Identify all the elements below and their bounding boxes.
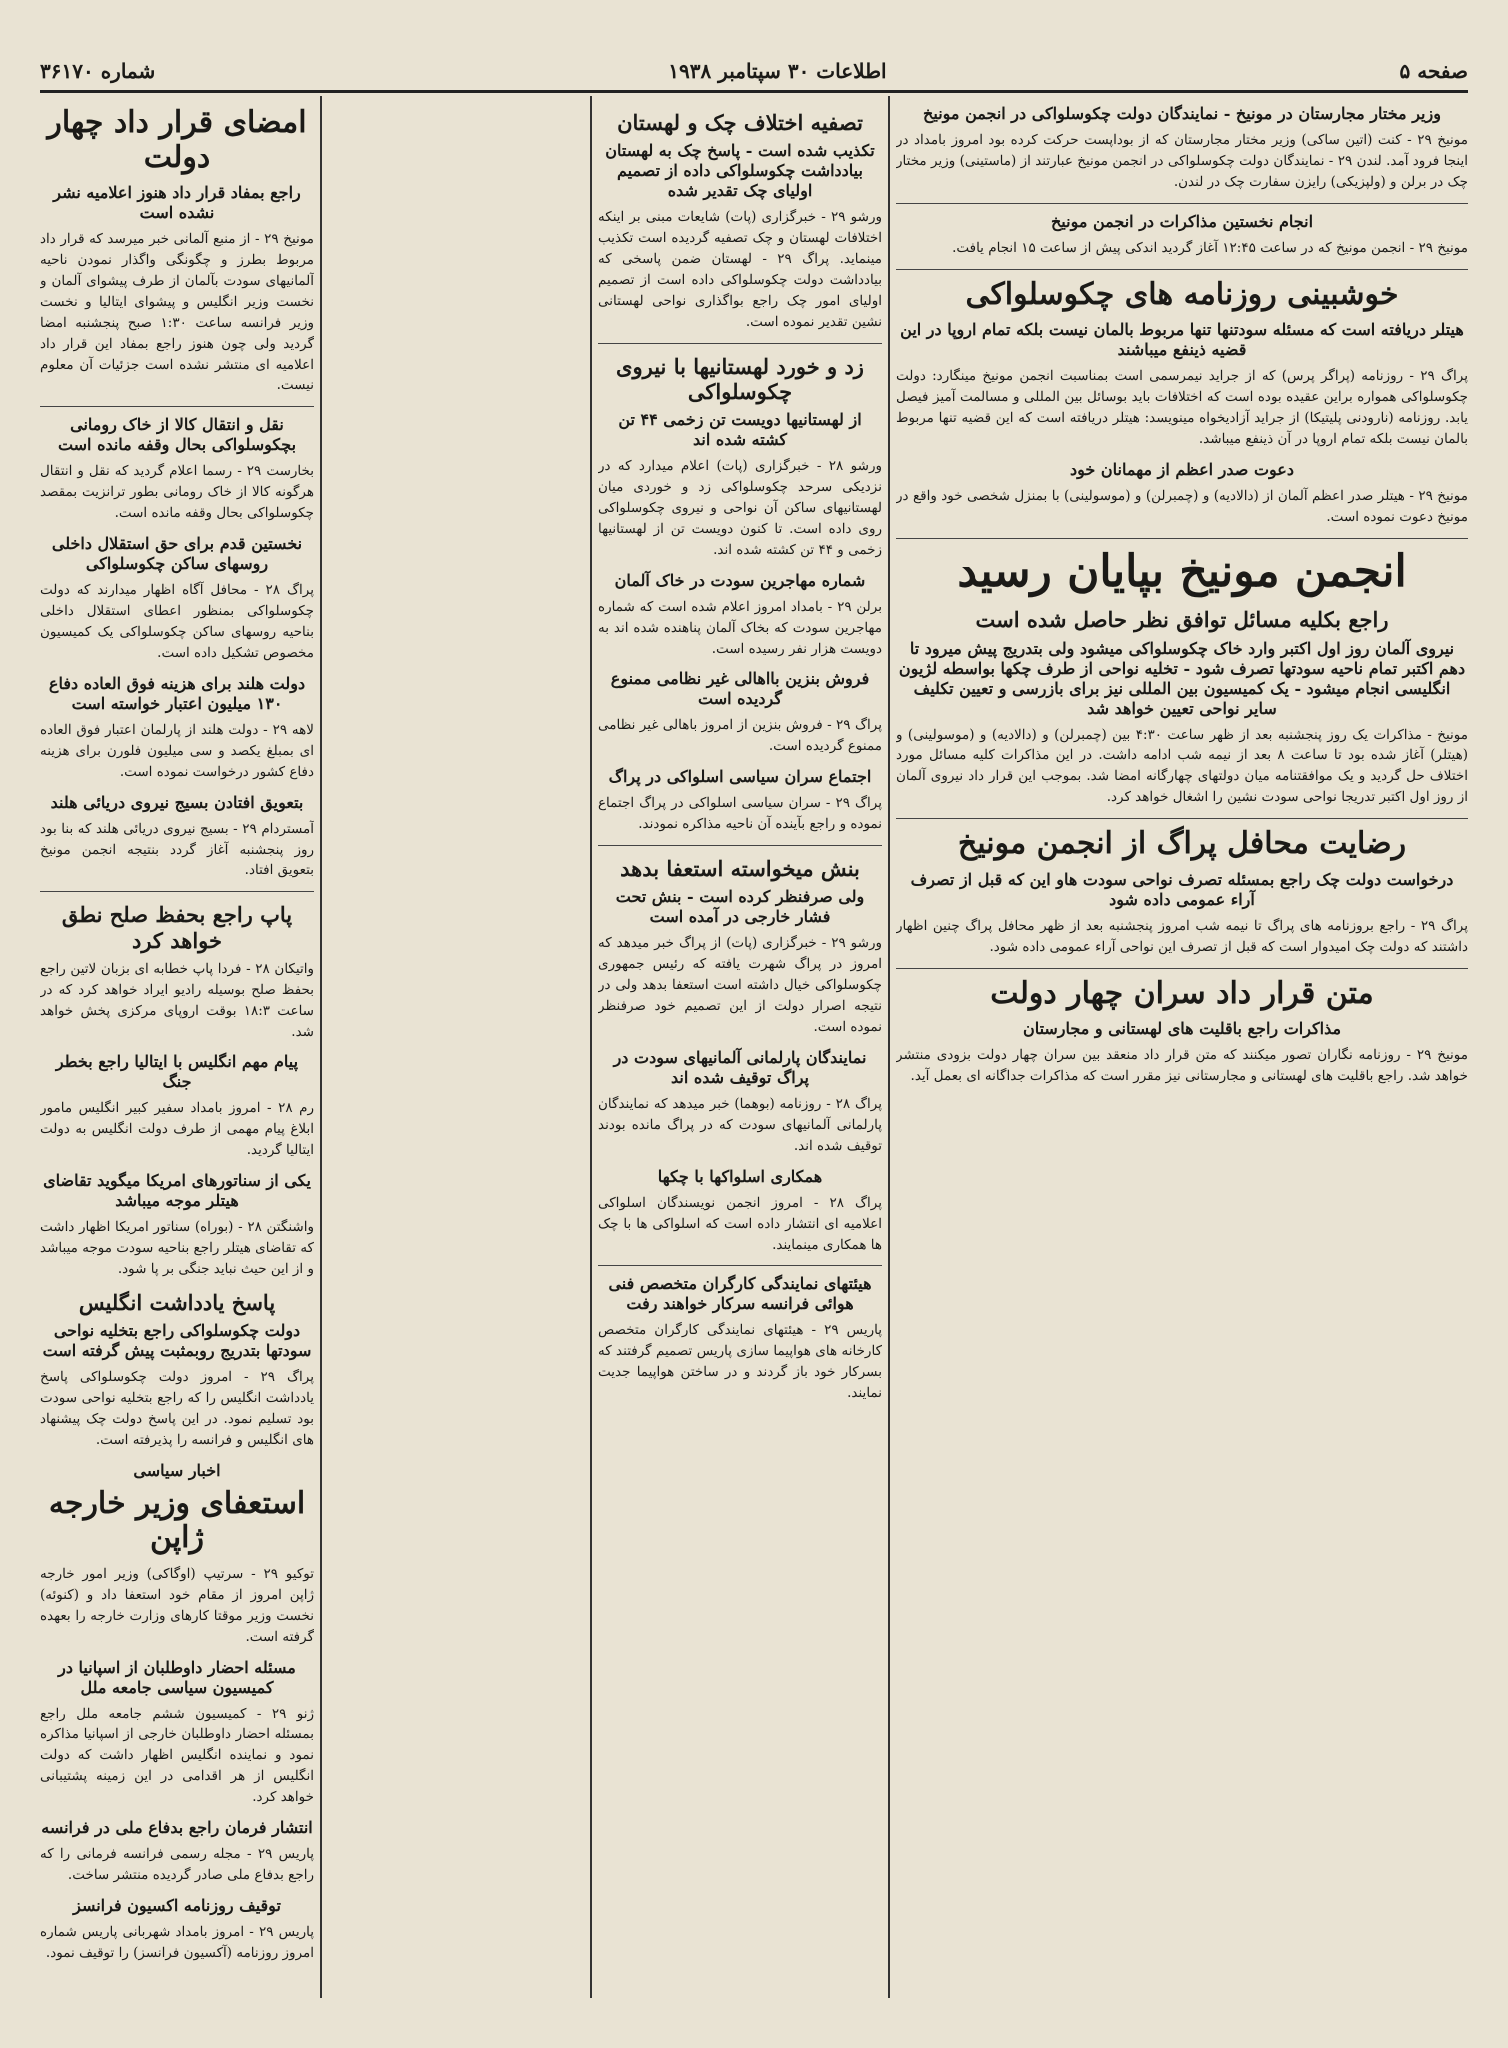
headline: نخستین قدم برای حق استقلال داخلی روسهای ساکن چکوسلواکی xyxy=(51,534,303,574)
article-body: برلن ۲۹ - بامداد امروز اعلام شده است که شماره مهاجرین سودت که بخاک آلمان پناهنده شده اند به دویست هزار نفر رسیده است. xyxy=(598,598,882,657)
headline: هیئتهای نمایندگی کارگران متخصص فنی هوائی فرانسه سرکار خواهند رفت xyxy=(608,1274,872,1314)
headline: رضایت محافل پراگ از انجمن مونیخ xyxy=(957,826,1407,862)
headline: دولت هلند برای هزینه فوق العاده دفاع ۱۳۰ میلیون اعتبار خواسته است xyxy=(48,673,306,713)
article-body: پراگ ۲۹ - امروز دولت چکوسلواکی پاسخ یادداشت انگلیس را که راجع بتخلیه نواحی سودت بود تسلیم نمود. در این پاسخ دولت چک پیشنهاد های انگلیس و فرانسه را پذیرفته است. xyxy=(40,1369,314,1448)
headline: امضای قرار داد چهار دولت xyxy=(47,105,307,175)
subheadline: دولت چکوسلواکی راجع بتخلیه نواحی سودتها بتدریج روبمثبت پیش گرفته است xyxy=(42,1321,312,1361)
article-body: مونیخ ۲۹ - از منبع آلمانی خبر میرسد که قرار داد مربوط بطرز و چگونگی واگذار نمودن ناحیه آلمانیهای سودت بآلمان از طرف پیشوای آلمان و نخست وزیر انگلیس و پیشوای ایتالیا و نخست وزیر فرانسه ساعت ۱:۳۰ صبح پنجشنبه امضا گردید ولی چون هنوز راجع بمفاد این قرار داد اعلامیه ای منتشر نشده است جزئیات آن معلوم نیست. xyxy=(40,231,314,394)
headline: خوشبینی روزنامه های چکوسلواکی xyxy=(965,276,1399,312)
column-right xyxy=(896,100,1468,2000)
article-body: مونیخ ۲۹ - هیتلر صدر اعظم آلمان از (دالادیه) و (چمبرلن) و (موسولینی) با بمنزل شخصی خود واقع در مونیخ دعوت نموده است. xyxy=(896,487,1468,525)
article-body: واتیکان ۲۸ - فردا پاپ خطابه ای بزبان لاتین راجع بحفظ صلح بوسیله رادیو ایراد خواهد کرد که در ساعت ۱۸:۳ بوقت اروپای مرکزی پخش خواهد شد. xyxy=(40,960,314,1040)
article-body: لاهه ۲۹ - دولت هلند از پارلمان اعتبار فوق العاده ای بمبلغ یکصد و سی میلیون فلورن برای هزینه دفاع کشور درخواست نموده است. xyxy=(40,721,314,780)
article-body: مونیخ ۲۹ - انجمن مونیخ که در ساعت ۱۲:۴۵ آغاز گردید اندکی پیش از ساعت ۱۵ انجام یافت. xyxy=(952,239,1468,256)
subheadline: تکذیب شده است - پاسخ چک به لهستان بیادداشت چکوسلواکی داده از تصمیم اولیای چک تقدیر شده xyxy=(605,141,875,201)
headline: شماره مهاجرین سودت در خاک آلمان xyxy=(614,570,866,590)
article-body: مونیخ - مذاکرات یک روز پنجشنبه بعد از ظهر ساعت ۴:۳۰ بین (چمبرلن) و (دالادیه) و (موسولینی) و (هیتلر) آغاز شده بود تا ساعت ۸ بعد از نیمه شب ادامه داشت. در این مذاکرات کلیه مسائل مورد اختلاف حل گردید و یک موافقتنامه میان دولتهای چهارگانه امضا شد. بموجب این قرار داد نیروی آلمان از روز اول اکتبر تدریجا نواحی سودت نشین را اشغال خواهد کرد. xyxy=(896,726,1468,806)
article-body: رم ۲۸ - امروز بامداد سفیر کبیر انگلیس مامور ابلاغ پیام مهمی از طرف دولت انگلیس به دولت ایتالیا گردید. xyxy=(40,1100,314,1159)
headline: انجام نخستین مذاکرات در انجمن مونیخ xyxy=(1050,211,1314,231)
headline: بتعویق افتادن بسیج نیروی دریائی هلند xyxy=(50,792,304,812)
subheadline: راجع بمفاد قرار داد هنوز اعلامیه نشر نشده است xyxy=(53,183,301,222)
article-body: پراگ ۲۹ - سران سیاسی اسلواکی در پراگ اجتماع نموده و راجع بآینده آن ناحیه مذاکره نمودند. xyxy=(598,795,882,833)
headline: استعفای وزیر خارجه ژاپن xyxy=(48,1485,306,1556)
article-body: مونیخ ۲۹ - کنت (اتین ساکی) وزیر مختار مجارستان که از بوداپست حرکت کرده بود امروز بامداد در اینجا فرود آمد. لندن ۲۹ - نمایندگان دولت چکوسلواکی در انجمن مونیخ عبارتند از (ماستینی) وزیر مختار چک در برلن و (ولپزیکی) رایزن سفارت چک در لندن. xyxy=(896,132,1468,190)
article-body: ژنو ۲۹ - کمیسیون ششم جامعه ملل راجع بمسئله احضار داوطلبان خارجی از اسپانیا مذاکره نمود و نماینده انگلیس اظهار داشت که دولت انگلیس از هر اقدامی در این زمینه پشتیبانی خواهد کرد. xyxy=(40,1705,314,1806)
masthead-date: اطلاعات ۳۰ سپتامبر ۱۹۳۸ xyxy=(668,59,887,83)
headline: همکاری اسلواکها با چکها xyxy=(657,1166,823,1186)
headline: پاپ راجع بحفظ صلح نطق خواهد کرد xyxy=(61,902,293,953)
page-number: صفحه ۵ xyxy=(1399,59,1468,83)
article-body: پاریس ۲۹ - هیئتهای نمایندگی کارگران متخصص کارخانه های هواپیما سازی پاریس تصمیم گرفتند که بسرکار خود باز گردند و در ساختن هواپیما جدیت نمایند. xyxy=(598,1322,882,1402)
headline: زد و خورد لهستانیها با نیروی چکوسلواکی xyxy=(616,353,864,404)
headline: تصفیه اختلاف چک و لهستان xyxy=(617,110,863,135)
headline: دعوت صدر اعظم از مهمانان خود xyxy=(1070,459,1294,479)
column-rule xyxy=(590,96,592,1998)
headline: توقیف روزنامه اکسیون فرانسز xyxy=(73,1895,281,1915)
article-body: پراگ ۲۹ - روزنامه (پراگر پرس) که از جراید نیمرسمی است بمناسبت انجمن مونیخ مینگارد: دولت چکوسلواکی همواره براین عقیده بوده است که اختلافات باید بوسائل بین المللی و مسالمت آمیز فیصل یابد. روزنامه (نارودنی پلیتیکا) از جراید آزادیخواه مینویسد: هیتلر دریافته است که این قضیه تنها مربوط بالمان نیست بلکه تمام اروپا در آن ذینفع میباشد. xyxy=(896,368,1468,447)
article-body: بخارست ۲۹ - رسما اعلام گردید که نقل و انتقال هرگونه کالا از خاک رومانی بطور ترانزیت بمقصد چکوسلواکی بحال وقفه مانده است. xyxy=(40,463,314,522)
article-body: پراگ ۲۹ - راجع بروزنامه های پراگ تا نیمه شب امروز پنجشنبه بعد از ظهر محافل پراگ چنین اظهار داشتند که دولت چک امیدوار است که قبل از تصرف این نواحی آراء عمومی داده شود. xyxy=(896,917,1468,955)
subheadline: هیتلر دریافته است که مسئله سودتنها تنها مربوط بالمان نیست بلکه تمام اروپا در این قضیه ذینفع میباشند xyxy=(900,320,1464,360)
section-label: اخبار سیاسی xyxy=(133,1460,221,1480)
headline: مسئله احضار داوطلبان از اسپانیا در کمیسیون سیاسی جامعه ملل xyxy=(58,1657,296,1697)
subheadline: درخواست دولت چک راجع بمسئله تصرف نواحی سودت هاو این که قبل از تصرف آراء عمومی داده شود xyxy=(910,869,1454,909)
column-middle xyxy=(598,100,882,2000)
column-rule xyxy=(320,96,322,1998)
article-body: توکیو ۲۹ - سرتیپ (اوگاکی) وزیر امور خارجه ژاپن امروز از مقام خود استعفا داد و (کنوئه) نخست وزیر موقتا کارهای وزارت خارجه را بعهده گرفته است. xyxy=(40,1565,314,1645)
headline: وزیر مختار مجارستان در مونیخ - نمایندگان دولت چکوسلواکی در انجمن مونیخ xyxy=(923,104,1441,123)
article-body: آمستردام ۲۹ - بسیج نیروی دریائی هلند که بنا بود روز پنجشنبه آغاز گردد بنتیجه انجمن مونیخ بتعویق افتاد. xyxy=(40,820,314,879)
article-body: ورشو ۲۹ - خبرگزاری (پات) از پراگ خبر میدهد که امروز در پراگ شهرت یافته که رئیس جمهوری چکوسلواکی خیال داشته است استعفا بدهد ولی در نتیجه اصرار دولت از این تصمیم خود صرفنظر نموده است. xyxy=(598,935,882,1036)
article-body: پراگ ۲۸ - محافل آگاه اظهار میدارند که دولت چکوسلواکی بمنظور اعطای استقلال داخلی بناحیه روسهای ساکن چکوسلواکی یک کمیسیون مخصوص تشکیل داده است. xyxy=(40,582,314,661)
article-body: مونیخ ۲۹ - روزنامه نگاران تصور میکنند که متن قرار داد منعقد بین سران چهار دولت بزودی منتشر خواهد شد. راجع باقلیت های لهستانی و مجارستانی نیز مقرر است که مذاکرات جداگانه ای بعمل آید. xyxy=(896,1047,1468,1084)
headline: پاسخ یادداشت انگلیس xyxy=(78,1289,276,1315)
subheadline: ولی صرفنظر کرده است - بنش تحت فشار خارجی در آمده است xyxy=(615,887,865,927)
article-body: ورشو ۲۸ - خبرگزاری (پات) اعلام میدارد که در نزدیکی سرحد چکوسلواکی زد و خوردی میان لهستانیهای ساکن آن نواحی و نیروی چکوسلواکی روی داده است. تا کنون دویست تن از لهستانیها زخمی و ۴۴ تن کشته شده اند. xyxy=(598,458,882,558)
subheadline: از لهستانیها دویست تن زخمی ۴۴ تن کشته شده اند xyxy=(618,410,862,450)
headline: یکی از سناتورهای امریکا میگوید تقاضای هیتلر موجه میباشد xyxy=(43,1171,311,1211)
headline: انتشار فرمان راجع بدفاع ملی در فرانسه xyxy=(41,1818,313,1838)
headline: نقل و انتقال کالا از خاک رومانی بچکوسلواکی بحال وقفه مانده است xyxy=(57,415,297,455)
headline: فروش بنزین بااهالی غیر نظامی ممنوع گردیده است xyxy=(610,669,870,709)
article-body: پاریس ۲۹ - امروز بامداد شهربانی پاریس شماره امروز روزنامه (آکسیون فرانسز) را توقیف نمود. xyxy=(40,1923,314,1961)
article-body: پراگ ۲۹ - فروش بنزین از امروز باهالی غیر نظامی ممنوع گردیده است. xyxy=(598,717,882,755)
column-rule xyxy=(888,96,890,1998)
main-headline: انجمن مونیخ بپایان رسید xyxy=(957,545,1407,597)
masthead xyxy=(40,52,1468,93)
headline: متن قرار داد سران چهار دولت xyxy=(990,975,1374,1011)
subheadline: راجع بکلیه مسائل توافق نظر حاصل شده است xyxy=(975,607,1389,633)
article-body: پراگ ۲۸ - امروز انجمن نویسندگان اسلواکی اعلامیه ای انتشار داده است که اسلواکی ها با چک ها همکاری مینمایند. xyxy=(598,1194,882,1253)
article-body: پراگ ۲۸ - روزنامه (بوهما) خبر میدهد که نمایندگان پارلمانی آلمانیهای سودت که در پراگ مانده بودند توقیف شده اند. xyxy=(598,1095,882,1154)
headline: بنش میخواسته استعفا بدهد xyxy=(620,856,860,882)
lead: نیروی آلمان روز اول اکتبر وارد خاک چکوسلواکی میشود ولی بتدریج پیش میرود تا دهم اکتبر تمام ناحیه سودتها تصرف شود - تخلیه نواحی از طرف چکها بواسطه لژیون انگلیسی انجام میشود - یک کمیسیون بین المللی نیز برای بازرسی و تعیین تکلیف سایر نواحی تعیین خواهد شد xyxy=(898,638,1466,718)
headline: پیام مهم انگلیس با ایتالیا راجع بخطر جنگ xyxy=(55,1052,299,1092)
article-body: ورشو ۲۹ - خبرگزاری (پات) شایعات مبنی بر اینکه اختلافات لهستان و چک تصفیه گردیده است تکذیب مینماید. پراگ ۲۹ - لهستان ضمن پاسخی که بیادداشت دولت چکوسلواکی داده است از تصمیم اولیای امور چک راجع بواگذاری نواحی لهستانی نشین تقدیر نموده است. xyxy=(598,209,882,330)
issue-number: شماره ۳۶۱۷۰ xyxy=(40,59,156,83)
article-body: پاریس ۲۹ - مجله رسمی فرانسه فرمانی را که راجع بدفاع ملی صادر گردیده منتشر ساخت. xyxy=(40,1846,314,1884)
article-body: واشنگتن ۲۸ - (بوراه) سناتور امریکا اظهار داشت که تقاضای هیتلر راجع بناحیه سودت موجه میباشد و از این حیث نباید جنگی بر پا شود. xyxy=(40,1219,314,1278)
headline: نمایندگان پارلمانی آلمانیهای سودت در پراگ توقیف شده اند xyxy=(613,1047,867,1087)
column-left xyxy=(40,100,314,2000)
subheadline: مذاکرات راجع باقلیت های لهستانی و مجارستان xyxy=(1022,1019,1342,1039)
headline: اجتماع سران سیاسی اسلواکی در پراگ xyxy=(608,767,872,787)
